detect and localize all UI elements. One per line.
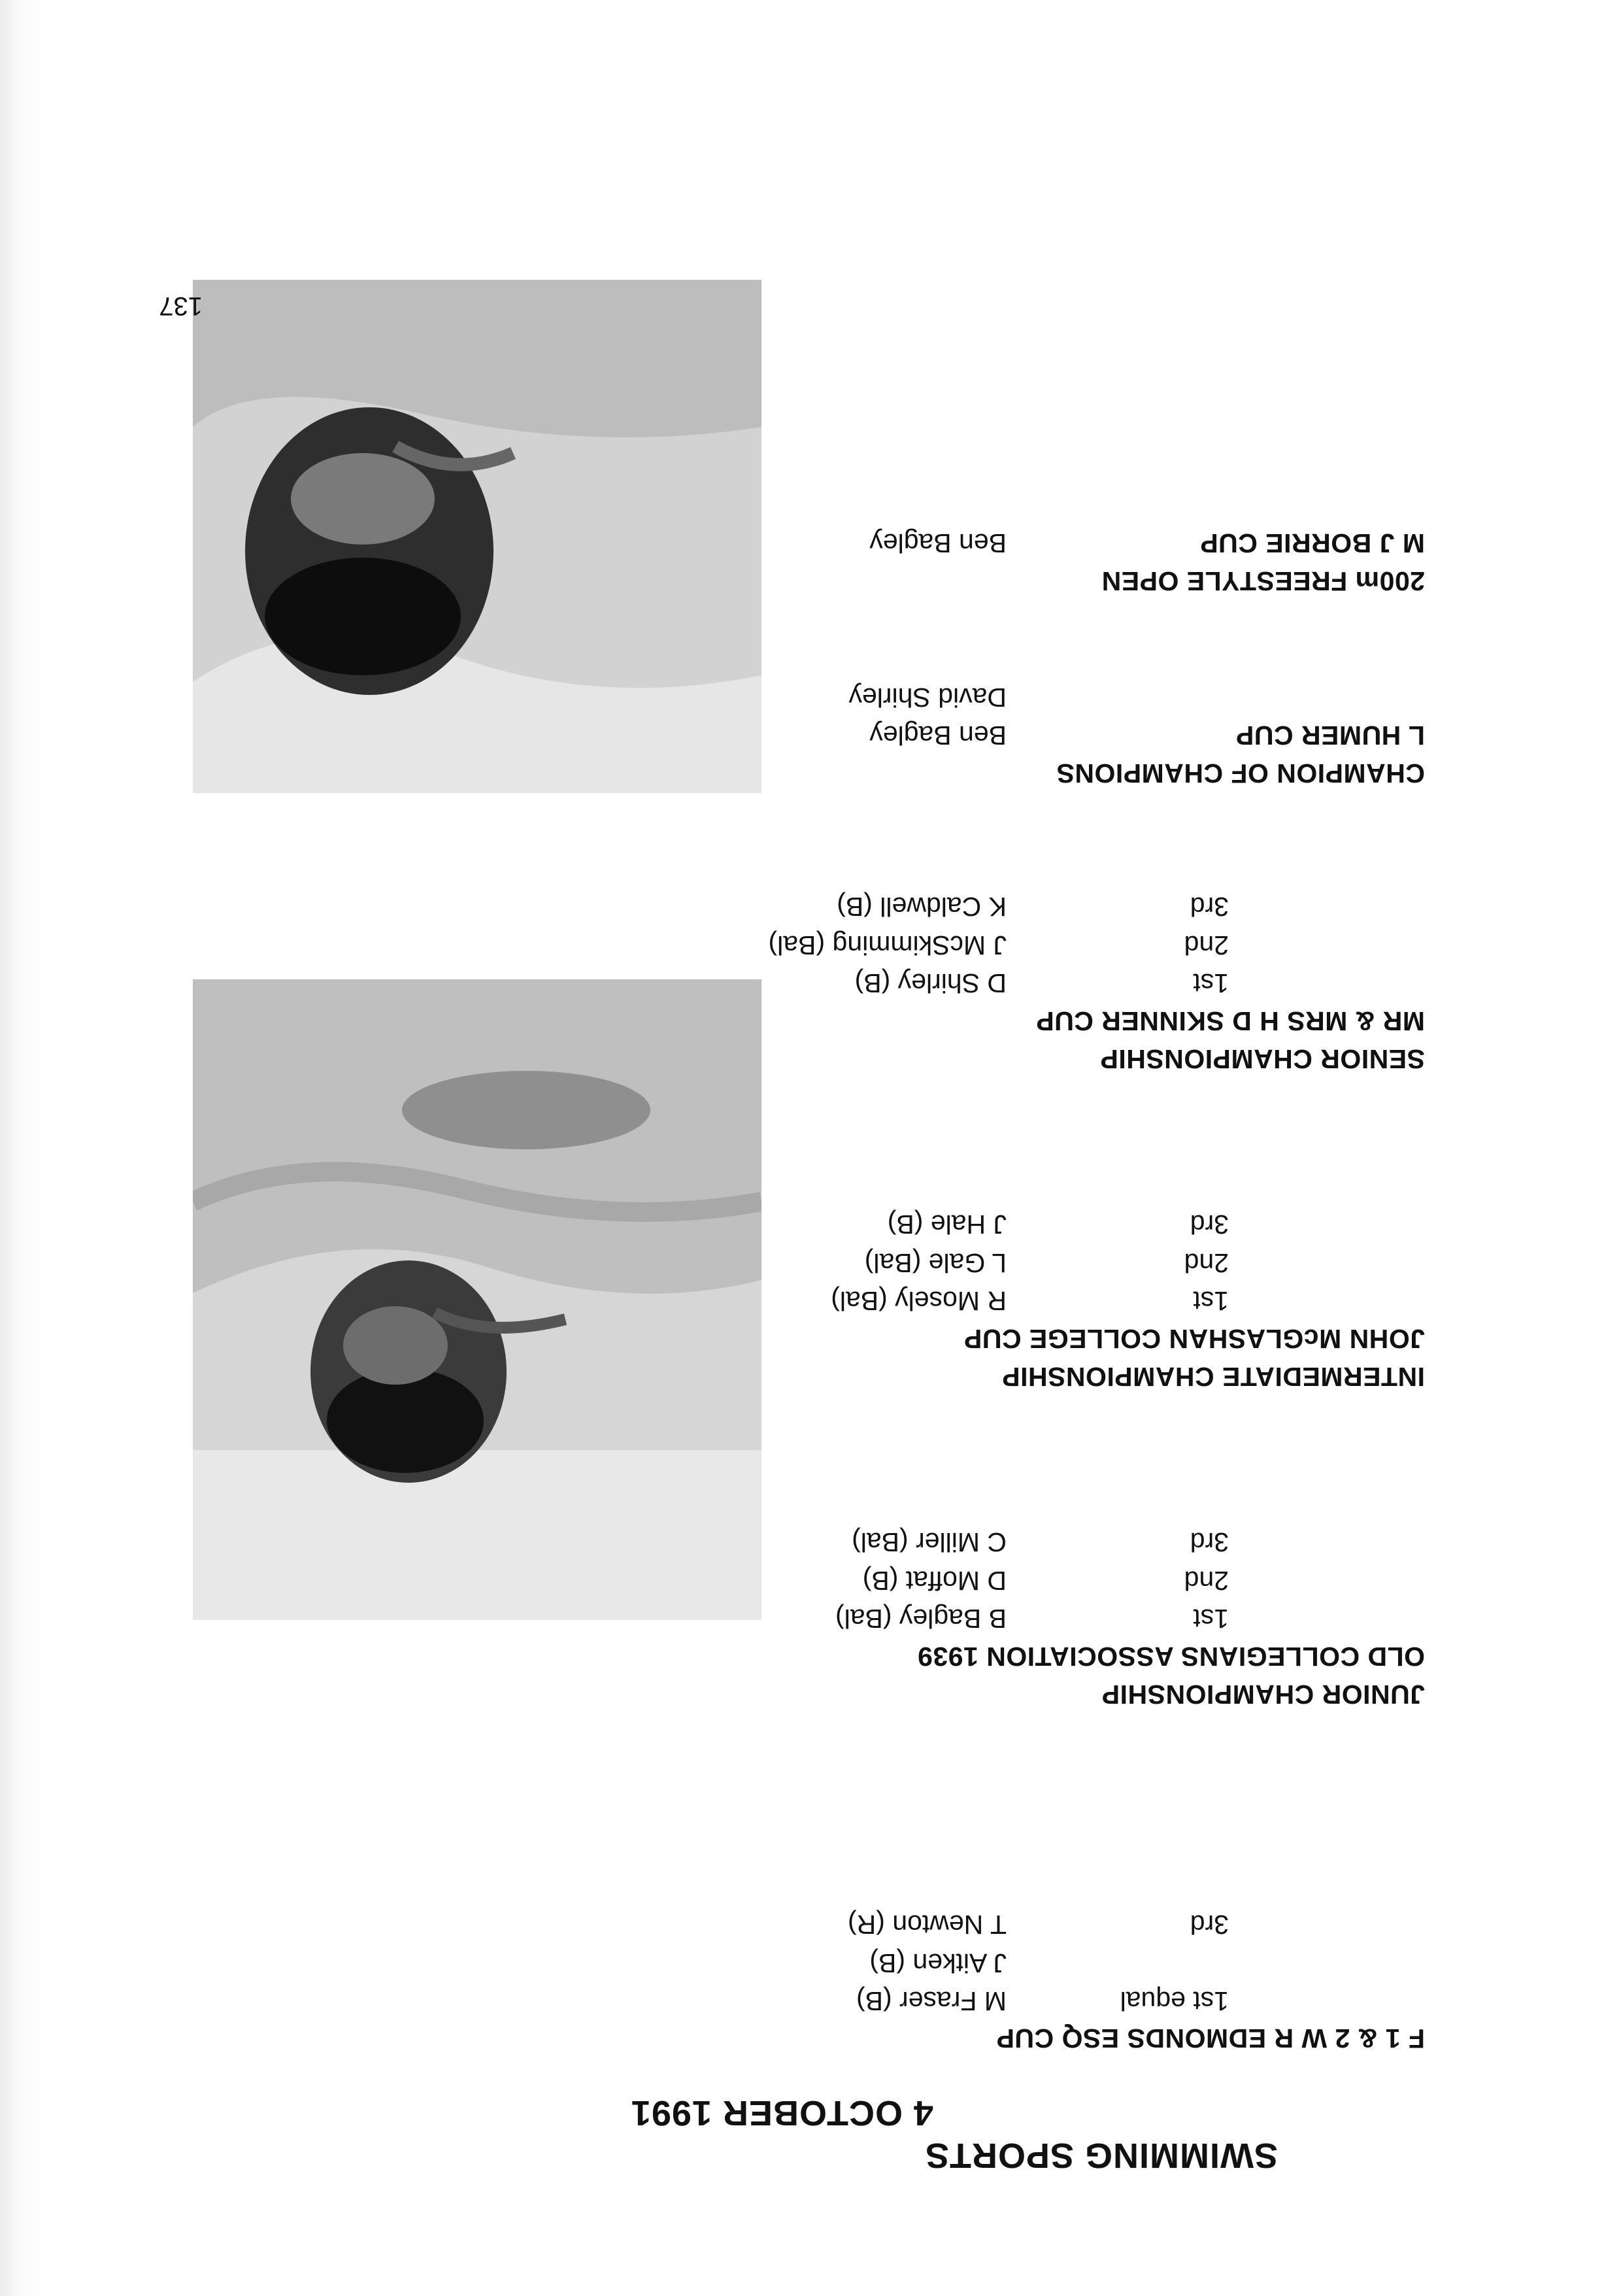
- senior-place-1: 1st: [1193, 968, 1229, 998]
- f1-place-3: 3rd: [1190, 1910, 1229, 1940]
- junior-name-2: D Moffat (B): [862, 1566, 1007, 1596]
- senior-name-2: J McSkimming (Bal): [768, 930, 1007, 960]
- page-title: SWIMMING SPORTS: [925, 2136, 1278, 2175]
- swimmer-photo-2-image: [193, 280, 761, 793]
- junior-heading: JUNIOR CHAMPIONSHIP: [1101, 1680, 1425, 1710]
- f1-name-3: T Newton (R): [847, 1910, 1007, 1940]
- swimmer-photo-1-image: [193, 979, 761, 1620]
- intermediate-place-2: 2nd: [1184, 1248, 1229, 1278]
- f1-name-1: M Fraser (B): [856, 1986, 1007, 2016]
- senior-place-2: 2nd: [1184, 930, 1229, 960]
- intermediate-place-1: 1st: [1193, 1286, 1229, 1316]
- f1-place-1: 1st equal: [1120, 1986, 1229, 2016]
- senior-heading: SENIOR CHAMPIONSHIP: [1100, 1044, 1425, 1074]
- senior-name-3: K Caldwell (B): [837, 892, 1007, 922]
- freestyle-cup: M J BORRIE CUP: [1199, 528, 1425, 558]
- champion-second: David Shirley: [848, 683, 1007, 713]
- junior-place-1: 1st: [1193, 1604, 1229, 1634]
- intermediate-name-3: J Hale (B): [887, 1209, 1007, 1240]
- f1-cup-heading: F 1 & 2 W R EDMONDS ESQ CUP: [996, 2023, 1425, 2053]
- junior-place-2: 2nd: [1184, 1566, 1229, 1596]
- intermediate-place-3: 3rd: [1190, 1209, 1229, 1240]
- swimmer-photo-2: [193, 280, 761, 793]
- freestyle-heading: 200m FREESTYLE OPEN: [1101, 566, 1425, 596]
- page-number: 137: [159, 292, 203, 320]
- junior-cup: OLD COLLEGIANS ASSOCIATION 1939: [917, 1642, 1425, 1672]
- freestyle-winner: Ben Bagley: [869, 528, 1007, 558]
- senior-name-1: D Shirley (B): [854, 968, 1007, 998]
- champion-winner: Ben Bagley: [869, 720, 1007, 751]
- page-edge-shadow: [0, 0, 46, 2296]
- senior-cup: MR & MRS H D SKINNER CUP: [1035, 1006, 1425, 1036]
- intermediate-name-2: L Gale (Bal): [864, 1248, 1007, 1278]
- f1-name-2: J Aitken (B): [869, 1948, 1007, 1978]
- junior-place-3: 3rd: [1190, 1527, 1229, 1557]
- junior-name-3: C Miller (Bal): [852, 1527, 1007, 1557]
- swimmer-photo-1: [193, 979, 761, 1620]
- senior-place-3: 3rd: [1190, 892, 1229, 922]
- intermediate-heading: INTERMEDIATE CHAMPIONSHIP: [1001, 1362, 1425, 1392]
- intermediate-cup: JOHN McGLASHAN COLLEGE CUP: [963, 1324, 1425, 1354]
- event-date: 4 OCTOBER 1991: [630, 2093, 933, 2133]
- champion-cup: L HUMER CUP: [1235, 720, 1425, 751]
- junior-name-1: B Bagley (Bal): [835, 1604, 1007, 1634]
- champion-heading: CHAMPION OF CHAMPIONS: [1056, 758, 1425, 788]
- intermediate-name-1: R Mosely (Bal): [831, 1286, 1007, 1316]
